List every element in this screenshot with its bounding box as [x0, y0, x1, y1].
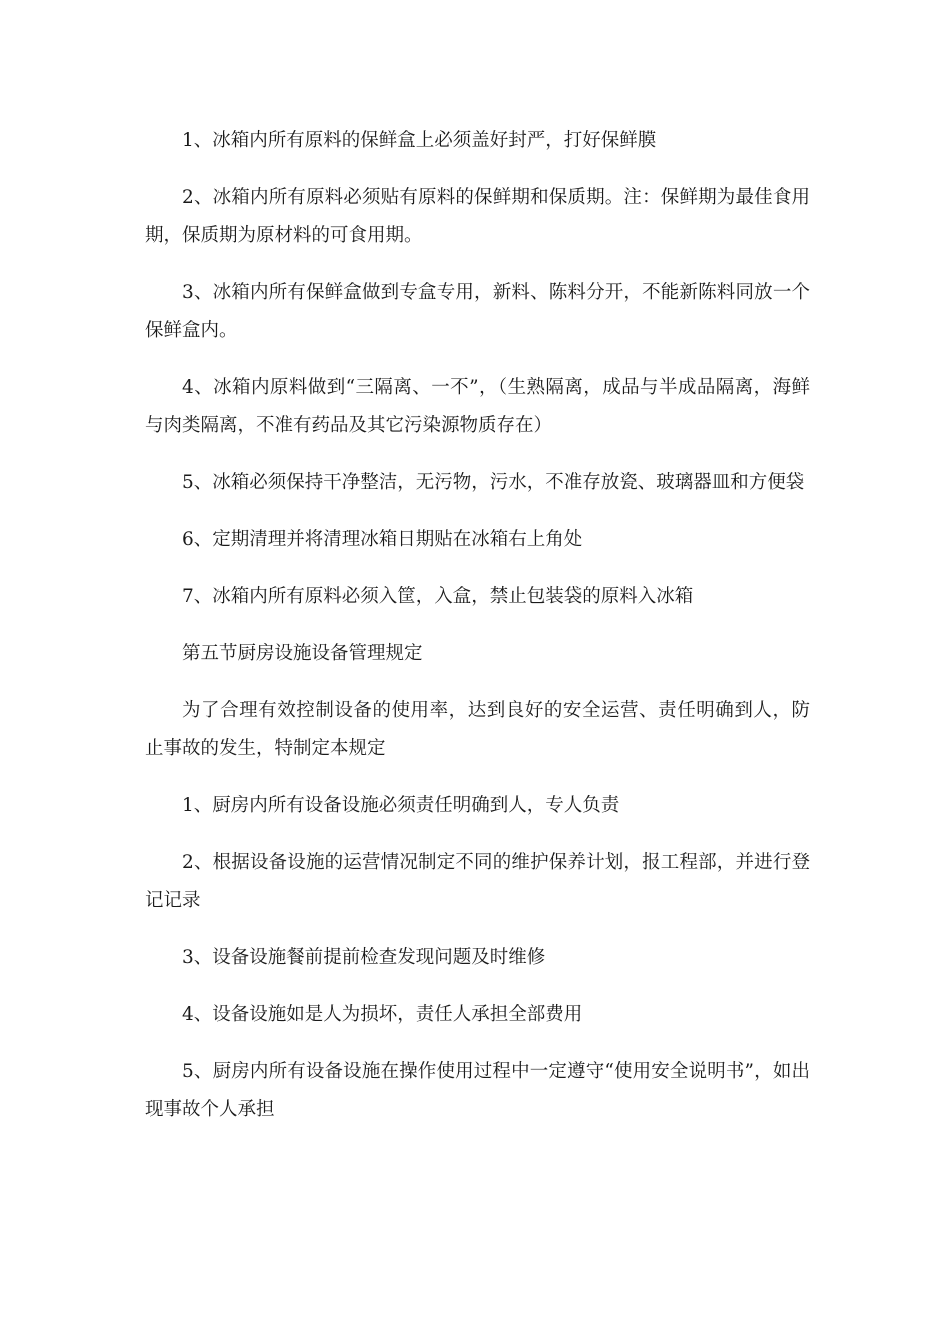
- paragraph-equipment-rule-4: 4、设备设施如是人为损坏，责任人承担全部费用: [182, 1004, 583, 1025]
- paragraph-equipment-rule-1: 1、厨房内所有设备设施必须责任明确到人，专人负责: [182, 795, 620, 816]
- paragraph-fridge-rule-1: 1、冰箱内所有原料的保鲜盒上必须盖好封严，打好保鲜膜: [182, 130, 657, 151]
- paragraph-fridge-rule-7: 7、冰箱内所有原料必须入筐，入盒，禁止包装袋的原料入冰箱: [182, 586, 694, 607]
- paragraph-fridge-rule-5: 5、冰箱必须保持干净整洁，无污物，污水，不准存放瓷、玻璃器皿和方便袋: [182, 472, 805, 493]
- section-heading: 第五节厨房设施设备管理规定: [182, 643, 423, 664]
- paragraph-fridge-rule-4: 4、冰箱内原料做到“三隔离、一不”，（生熟隔离，成品与半成品隔离，海鲜与肉类隔离，不准有药品及其它污染源物质存在）: [145, 377, 810, 436]
- paragraph-equipment-rule-3: 3、设备设施餐前提前检查发现问题及时维修: [182, 947, 546, 968]
- document-body: [145, 122, 810, 1129]
- paragraph-fridge-rule-2: 2、冰箱内所有原料必须贴有原料的保鲜期和保质期。注：保鲜期为最佳食用期，保质期为原材料的可食用期。: [145, 187, 810, 246]
- paragraph-fridge-rule-6: 6、定期清理并将清理冰箱日期贴在冰箱右上角处: [182, 529, 583, 550]
- section-intro: 为了合理有效控制设备的使用率，达到良好的安全运营、责任明确到人，防止事故的发生，特制定本规定: [145, 700, 810, 759]
- paragraph-equipment-rule-5: 5、厨房内所有设备设施在操作使用过程中一定遵守“使用安全说明书”，如出现事故个人承担: [145, 1061, 810, 1120]
- paragraph-fridge-rule-3: 3、冰箱内所有保鲜盒做到专盒专用，新料、陈料分开，不能新陈料同放一个保鲜盒内。: [145, 282, 810, 341]
- paragraph-equipment-rule-2: 2、根据设备设施的运营情况制定不同的维护保养计划，报工程部，并进行登记记录: [145, 852, 810, 911]
